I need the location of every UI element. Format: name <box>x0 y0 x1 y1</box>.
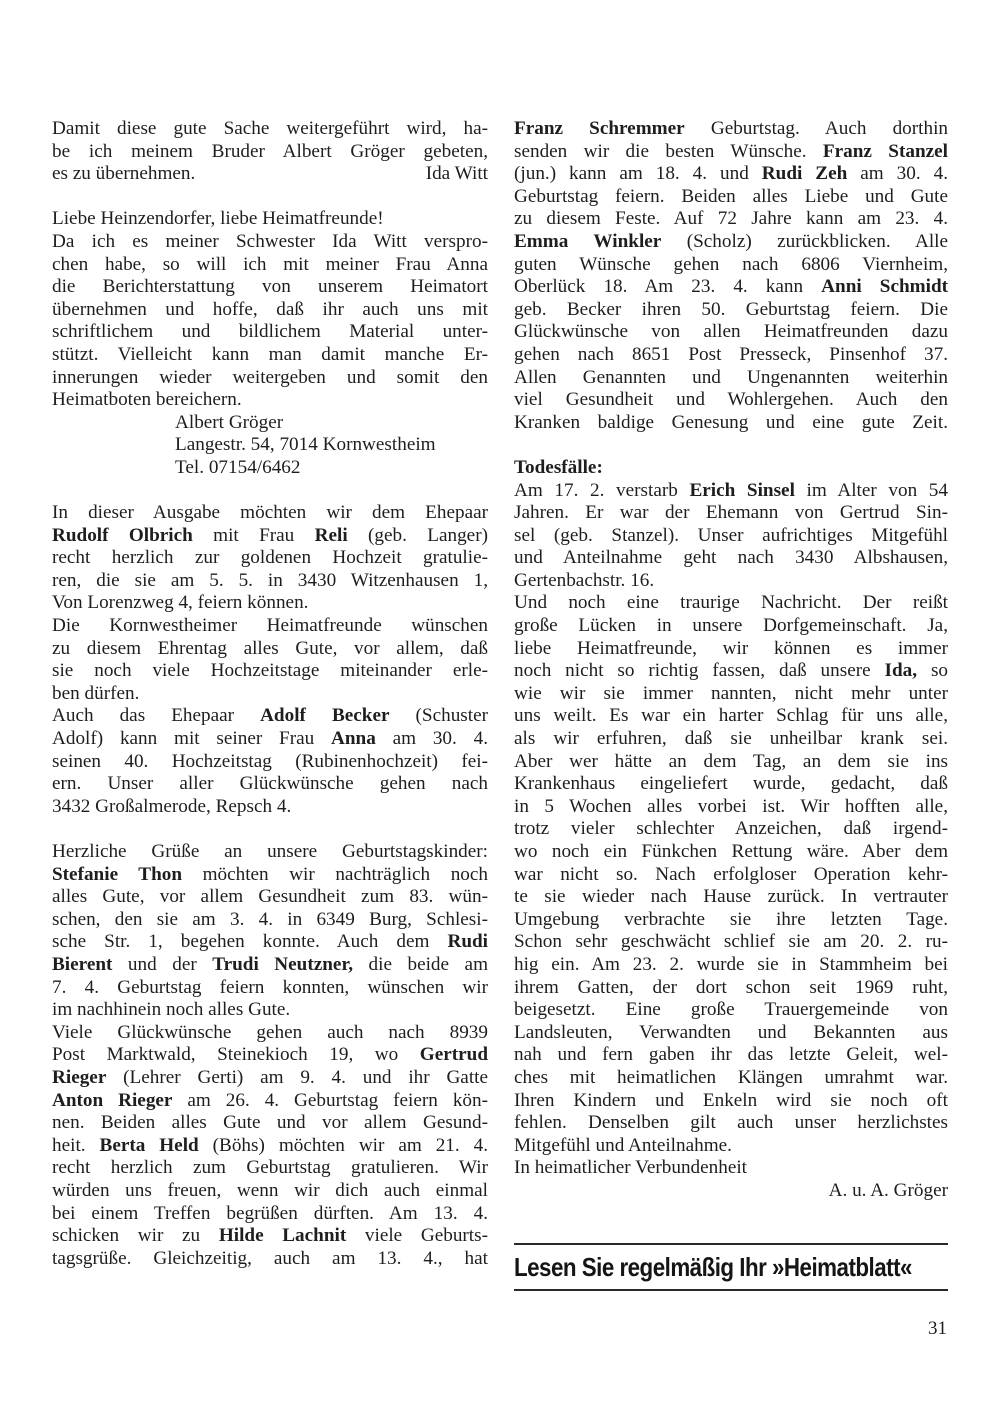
section-heading <box>514 457 948 480</box>
text-fragment: sche Str. 1, begehen konnte. Auch dem <box>52 931 448 953</box>
closing-line: In heimatlicher Verbundenheit <box>514 1157 748 1179</box>
text-fragment: (Lehrer Gerti) am 9. 4. und ihr Gatte <box>106 1066 488 1088</box>
banner-rule-bottom <box>514 1289 948 1291</box>
text-line: seinen 40. Hochzeitstag (Rubinenhochzeit) fei- <box>52 750 488 772</box>
text-line: große Lücken in unsere Dorfgemeinschaft. Ja, <box>514 615 948 637</box>
text-line: fehlen. Denselben gilt auch unser herzlichstes <box>514 1112 948 1134</box>
name-bold: Gertrud <box>419 1044 488 1066</box>
text-line: Jahren. Er war der Ehemann von Gertrud Sin- <box>514 502 948 524</box>
text-fragment: Oberlück 18. Am 23. 4. kann <box>514 276 822 298</box>
text-line <box>514 141 948 164</box>
text-line: zu diesem Feste. Auf 72 Jahre kann am 23. 4. <box>514 208 948 230</box>
text-line: Da ich es meiner Schwester Ida Witt verspro- <box>52 230 488 252</box>
name-bold: Bierent <box>52 953 113 975</box>
text-line: Viele Glückwünsche gehen auch nach 8939 <box>52 1021 488 1043</box>
text-line: Allen Genannten und Ungenannten weiterhin <box>514 366 948 388</box>
text-line: trotz vieler schlechter Anzeichen, daß irgend- <box>514 818 948 840</box>
text-line: wo noch ein Fünkchen Rettung wäre. Aber dem <box>514 841 948 862</box>
text-fragment: im Alter von 54 <box>794 479 948 501</box>
text-fragment: (jun.) kann am 18. 4. und <box>514 163 762 185</box>
name-bold: Ida, <box>884 660 918 682</box>
text-line: Die Kornwestheimer Heimatfreunde wünschen <box>52 615 488 637</box>
text-fragment: Geburtstag. Auch dorthin <box>684 118 949 139</box>
text-fragment: und der <box>112 953 213 975</box>
name-bold: Rudi Zeh <box>761 163 848 185</box>
intro-paragraph <box>52 118 488 186</box>
name-bold: Adolf Becker <box>260 705 390 727</box>
text-fragment: es zu übernehmen. <box>52 163 196 185</box>
text-fragment: heit. <box>52 1134 100 1156</box>
text-line: übernehmen und hoffe, daß ihr auch uns mit <box>52 298 488 320</box>
heimatblatt-banner <box>514 1243 948 1291</box>
text-line: ren, die sie am 5. 5. in 3430 Witzenhausen 1, <box>52 569 488 591</box>
paragraph-gap <box>52 186 488 209</box>
text-line: Damit diese gute Sache weitergeführt wird, ha- <box>52 118 488 139</box>
text-line: Landsleuten, Verwandten und Bekannten aus <box>514 1021 948 1043</box>
text-line: recht herzlich zum Geburtstag gratulieren. Wir <box>52 1157 488 1179</box>
text-line: gehen nach 8651 Post Presseck, Pinsenhof 37. <box>514 343 948 365</box>
text-line: Ihren Kindern und Enkeln wird sie noch oft <box>514 1089 948 1111</box>
text-fragment: Am 17. 2. verstarb <box>514 479 690 501</box>
text-line <box>52 1135 488 1158</box>
letter-greeting: Liebe Heinzendorfer, liebe Heimatfreunde! <box>52 208 384 230</box>
text-line: ches mit heimatlichen Klängen umrahmt war. <box>514 1066 948 1088</box>
name-bold: Anton Rieger <box>52 1089 173 1111</box>
banner-text: Lesen Sie regelmäßig Ihr »Heimatblatt« <box>514 1252 912 1282</box>
text-line: sie noch viele Hochzeitstage miteinander erle- <box>52 660 488 682</box>
text-line: chen habe, so will ich mit meiner Frau Anna <box>52 253 488 275</box>
text-line: viel Gesundheit und Wohlergehen. Auch den <box>514 389 948 411</box>
text-line: ern. Unser aller Glückwünsche gehen nach <box>52 773 488 795</box>
text-line <box>514 480 948 503</box>
text-line <box>52 705 488 728</box>
text-line: liebe Heimatfreunde, wir können es immer <box>514 637 948 659</box>
text-line: Umgebung verbrachte sie ihre letzten Tage. <box>514 908 948 930</box>
signature-name: Albert Gröger <box>175 411 284 433</box>
text-fragment: die beide am <box>353 953 488 975</box>
text-fragment: Auch das Ehepaar <box>52 705 261 727</box>
text-line: Geburtstag feiern. Beiden alles Liebe und Gute <box>514 185 948 207</box>
text-line: Und noch eine traurige Nachricht. Der reißt <box>514 592 948 614</box>
paragraph-gap <box>52 818 488 841</box>
text-fragment: am 30. 4. <box>847 163 948 185</box>
text-fragment: (Schuster <box>389 705 488 727</box>
text-line: recht herzlich zur goldenen Hochzeit gratulie- <box>52 547 488 569</box>
text-line: hig ein. Am 23. 2. wurde sie in Stammheim bei <box>514 953 948 975</box>
olbrich-paragraph <box>52 502 488 705</box>
text-line <box>514 276 948 299</box>
text-line: Mitgefühl und Anteilnahme. <box>514 1134 732 1156</box>
name-bold: Anni Schmidt <box>821 276 949 298</box>
text-fragment: viele Geburts- <box>346 1225 488 1247</box>
text-fragment: senden wir die besten Wünsche. <box>514 140 823 162</box>
page-number: 31 <box>928 1318 947 1339</box>
text-line: Von Lorenzweg 4, feiern können. <box>52 592 309 614</box>
text-fragment: mit Frau <box>192 524 315 546</box>
signature-groeger: A. u. A. Gröger <box>828 1179 948 1201</box>
becker-paragraph <box>52 705 488 818</box>
text-fragment: so <box>917 660 949 682</box>
text-line: beigesetzt. Eine große Trauergemeinde von <box>514 999 948 1021</box>
name-bold: Rudi <box>447 931 488 953</box>
text-fragment: Post Marktwald, Steinekioch 19, wo <box>52 1044 420 1066</box>
signature-phone: Tel. 07154/6462 <box>175 456 301 478</box>
right-column <box>514 118 948 1203</box>
text-fragment: (geb. Langer) <box>347 524 488 546</box>
text-line: te sie wieder nach Hause zurück. In vertrauter <box>514 886 948 908</box>
text-line: 3432 Großalmerode, Repsch 4. <box>52 795 292 817</box>
text-fragment: (Scholz) zurückblicken. Alle <box>661 230 949 252</box>
signature-ida-witt: Ida Witt <box>425 163 488 185</box>
name-bold: Emma Winkler <box>514 230 662 252</box>
text-line: innerungen wieder weitergeben und somit den <box>52 366 488 388</box>
text-line <box>52 931 488 954</box>
text-line: tagsgrüße. Gleichzeitig, auch am 13. 4., hat <box>52 1247 488 1269</box>
name-bold: Trudi Neutzner, <box>212 953 354 975</box>
text-line: Herzliche Grüße an unsere Geburtstagskinder: <box>52 841 488 862</box>
text-fragment: möchten wir nachträglich noch <box>182 863 488 885</box>
text-line: zu diesem Ehrentag alles Gute, vor allem, daß <box>52 637 488 659</box>
paragraph-gap <box>52 480 488 503</box>
text-fragment: (Böhs) möchten wir am 21. 4. <box>198 1134 489 1156</box>
text-line: Aber wer hätte an dem Tag, an dem sie ins <box>514 750 948 772</box>
text-line <box>52 1225 488 1248</box>
text-line: und Anteilnahme geht nach 3430 Albshausen, <box>514 547 948 569</box>
text-line <box>514 231 948 254</box>
left-column <box>52 118 488 1270</box>
birthdays-paragraph <box>52 841 488 1270</box>
text-line <box>52 728 488 751</box>
text-line: die Berichterstattung von unserem Heimatort <box>52 276 488 298</box>
name-bold: Erich Sinsel <box>689 479 795 501</box>
text-line <box>52 1044 488 1067</box>
text-line: In dieser Ausgabe möchten wir dem Ehepaar <box>52 502 488 524</box>
name-bold: Stefanie Thon <box>52 863 183 885</box>
name-bold: Franz Stanzel <box>822 140 948 162</box>
name-bold: Rieger <box>52 1066 107 1088</box>
text-line: Gertenbachstr. 16. <box>514 569 655 591</box>
text-line: bei einem Treffen begrüßen dürften. Am 13. 4. <box>52 1202 488 1224</box>
signature-address: Langestr. 54, 7014 Kornwestheim <box>175 434 436 456</box>
text-line <box>52 1067 488 1090</box>
text-line: in 5 Wochen alles vorbei ist. Wir hofften alle, <box>514 795 948 817</box>
text-line: als wir erfuhren, daß sie unheilbar krank sei. <box>514 728 948 750</box>
text-line: uns weilt. Es war ein harter Schlag für uns alle, <box>514 705 948 727</box>
text-line: wie wir sie immer nannten, nicht mehr unter <box>514 682 948 704</box>
text-line <box>514 163 948 186</box>
text-fragment: Adolf) kann mit seiner Frau <box>52 728 331 750</box>
name-bold: Franz Schremmer <box>514 118 685 139</box>
text-line: schen, den sie am 3. 4. in 6349 Burg, Schlesi- <box>52 908 488 930</box>
heading-text: Todesfälle: <box>514 456 603 478</box>
text-line: Heimatboten bereichern. <box>52 389 242 411</box>
text-fragment: schicken wir zu <box>52 1225 219 1247</box>
text-line: im nachhinein noch alles Gute. <box>52 999 291 1021</box>
text-line: sel (geb. Stanzel). Unser aufrichtiges Mitgefühl <box>514 524 948 546</box>
text-fragment: am 26. 4. Geburtstag feiern kön- <box>172 1089 488 1111</box>
text-line <box>52 954 488 977</box>
text-fragment: am 30. 4. <box>375 728 488 750</box>
continued-paragraph <box>514 118 948 434</box>
letter-paragraph <box>52 208 488 479</box>
text-fragment: noch nicht so richtig fassen, daß unsere <box>514 660 885 682</box>
text-line: be ich meinem Bruder Albert Gröger gebeten, <box>52 140 488 162</box>
text-line: ben dürfen. <box>52 682 140 704</box>
text-line: Glückwünsche von allen Heimatfreunden dazu <box>514 321 948 343</box>
text-line: alles Gute, vor allem Gesundheit zum 83. wün- <box>52 886 488 908</box>
text-line: würden uns freuen, wenn wir dich auch einmal <box>52 1179 488 1201</box>
deaths-section <box>514 457 948 1203</box>
paragraph-gap <box>514 434 948 457</box>
intro-closing-line <box>52 163 488 186</box>
text-line: Krankenhaus eingeliefert wurde, gedacht, daß <box>514 773 948 795</box>
text-line: nen. Beiden alles Gute und vor allem Gesund- <box>52 1112 488 1134</box>
name-bold: Reli <box>314 524 348 546</box>
name-bold: Hilde Lachnit <box>218 1225 347 1247</box>
text-line <box>514 118 948 141</box>
text-line: schriftlichem und bildlichem Material unter- <box>52 321 488 343</box>
text-line: Schon sehr geschwächt schlief sie am 20. 2. ru- <box>514 931 948 953</box>
name-bold: Rudolf Olbrich <box>52 524 193 546</box>
text-line: guten Wünsche gehen nach 6806 Viernheim, <box>514 253 948 275</box>
text-line <box>52 1090 488 1113</box>
text-line: stützt. Vielleicht kann man damit manche Er- <box>52 343 488 365</box>
text-line <box>52 525 488 548</box>
text-line: Kranken baldige Genesung und eine gute Zeit. <box>514 411 948 433</box>
text-line: geb. Becker ihren 50. Geburtstag feiern. Die <box>514 298 948 320</box>
text-line: 7. 4. Geburtstag feiern konnten, wünschen wir <box>52 976 488 998</box>
text-line: ihrem Gatten, der dort schon seit 1969 ruht, <box>514 976 948 998</box>
name-bold: Anna <box>331 728 376 750</box>
text-line <box>514 660 948 683</box>
text-line: war nicht so. Nach erfolgloser Operation kehr- <box>514 863 948 885</box>
name-bold: Berta Held <box>99 1134 199 1156</box>
text-line <box>52 864 488 887</box>
text-line: nah und fern gaben ihr das letzte Geleit, wel- <box>514 1044 948 1066</box>
